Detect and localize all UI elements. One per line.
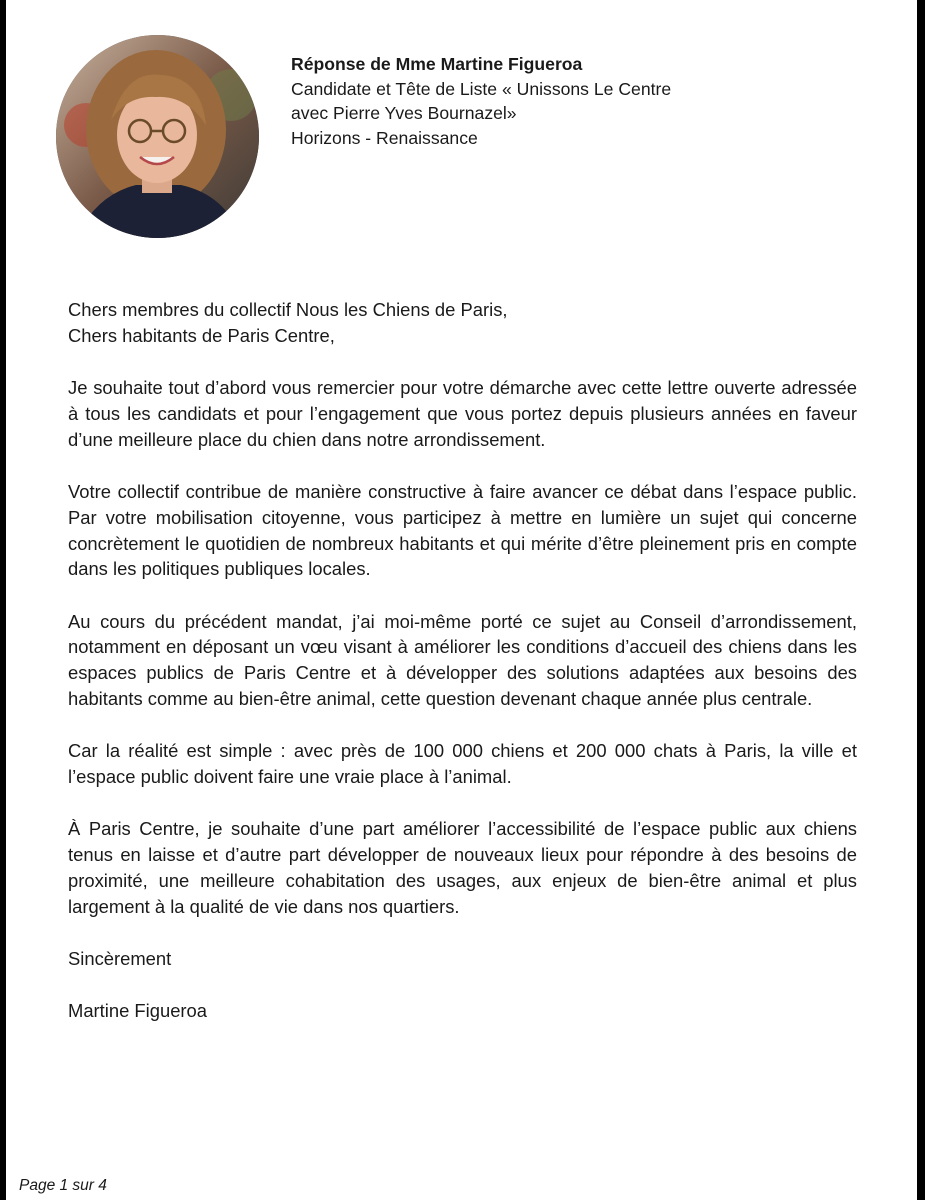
header-role-line-2: avec Pierre Yves Bournazel» xyxy=(291,103,517,123)
closing: Sincèrement xyxy=(68,948,172,970)
signature: Martine Figueroa xyxy=(68,1000,208,1022)
letter-body xyxy=(68,297,857,1051)
header-title: Réponse de Mme Martine Figueroa xyxy=(291,54,583,74)
letter-paragraph: Au cours du précédent mandat, j’ai moi-même porté ce sujet au Conseil d’arrondissement, notamment en déposant un vœu visant à améliorer les conditions d’accueil des chiens dans les espaces publics de Paris Centre et à développer des solutions adaptées aux besoins des habitants comme au bien-être animal, cette question devenant chaque année plus centrale. xyxy=(68,610,857,710)
header-role-line-1: Candidate et Tête de Liste « Unissons Le Centre xyxy=(291,78,672,99)
letter-paragraph: Je souhaite tout d’abord vous remercier pour votre démarche avec cette lettre ouverte adressée à tous les candidats et pour l’engagement que vous portez depuis plusieurs années en faveur d’une meilleure place du chien dans notre arrondissement. xyxy=(68,377,857,450)
page-number: Page 1 sur 4 xyxy=(19,1177,107,1194)
salutation-line-2: Chers habitants de Paris Centre, xyxy=(68,324,335,346)
letter-header xyxy=(291,52,851,150)
left-page-edge xyxy=(0,0,6,1200)
letter-paragraph: Votre collectif contribue de manière constructive à faire avancer ce débat dans l’espace public. Par votre mobilisation citoyenne, vous participez à mettre en lumière un sujet qui concerne concrètement le quotidien de nombreux habitants et qui mérite d’être pleinement pris en compte dans les politiques publiques locales. xyxy=(68,480,857,580)
portrait-photo-icon xyxy=(56,35,259,238)
letter-paragraph: Car la réalité est simple : avec près de 100 000 chiens et 200 000 chats à Paris, la ville et l’espace public doivent faire une vraie place à l’animal. xyxy=(68,740,857,788)
letter-paragraph: À Paris Centre, je souhaite d’une part améliorer l’accessibilité de l’espace public aux chiens tenus en laisse et d’autre part développer de nouveaux lieux pour répondre à des besoins de proximité, une meilleure cohabitation des usages, aux enjeux de bien-être animal et plus largement à la qualité de vie dans nos quartiers. xyxy=(68,818,857,917)
candidate-portrait xyxy=(56,35,259,238)
header-party: Horizons - Renaissance xyxy=(291,127,478,148)
salutation-line-1: Chers membres du collectif Nous les Chiens de Paris, xyxy=(68,299,508,320)
right-page-edge xyxy=(917,0,925,1200)
